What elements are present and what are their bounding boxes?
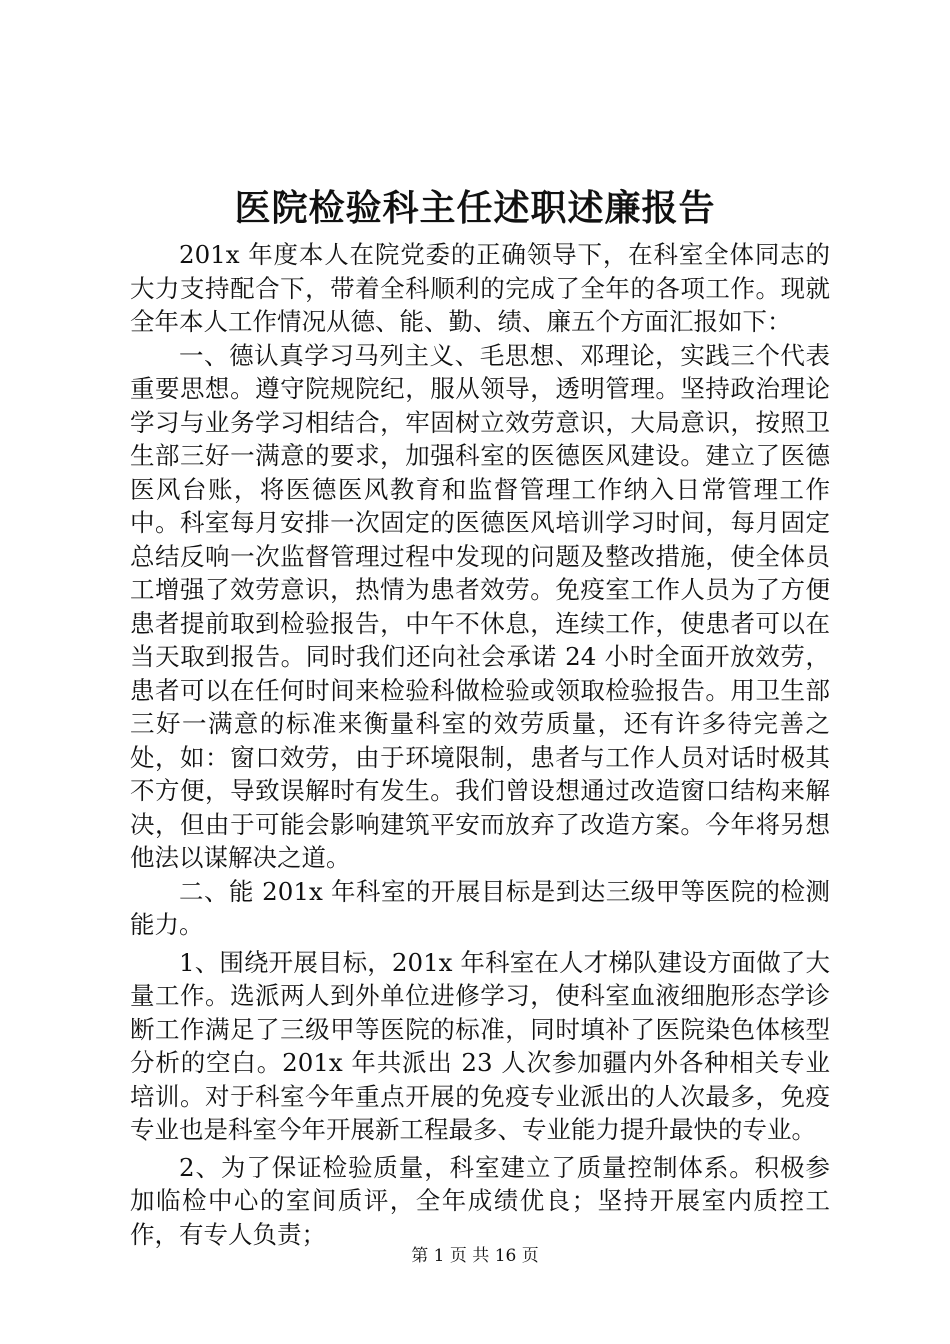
document-title: 医院检验科主任述职述廉报告 [234,187,716,229]
paragraph-de: 一、德认真学习马列主义、毛思想、邓理论，实践三个代表重要思想。遵守院规院纪，服从领导，透明管理。坚持政治理论学习与业务学习相结合，牢固树立效劳意识，大局意识，按照卫生部三好一满意的要求，加强科室的医德医风建设。建立了医德医风台账，将医德医风教育和监督管理工作纳入日常管理工作中。科室每月安排一次固定的医德医风培训学习时间，每月固定总结反响一次监督管理过程中发现的问题及整改措施，使全体员工增强了效劳意识，热情为患者效劳。免疫室工作人员为了方便患者提前取到检验报告，中午不休息，连续工作，使患者可以在当天取到报告。同时我们还向社会承诺 24 小时全面开放效劳，患者可以在任何时间来检验科做检验或领取检验报告。用卫生部三好一满意的标准来衡量科室的效劳质量，还有许多待完善之处，如：窗口效劳，由于环境限制，患者与工作人员对话时极其不方便，导致误解时有发生。我们曾设想通过改造窗口结构来解决，但由于可能会影响建筑平安而放弃了改造方案。今年将另想他法以谋解决之道。 [130,340,830,872]
paragraph-item-1: 1、围绕开展目标，201x 年科室在人才梯队建设方面做了大量工作。选派两人到外单位进修学习，使科室血液细胞形态学诊断工作满足了三级甲等医院的标准，同时填补了医院染色体核型分析的空白。201x 年共派出 23 人次参加疆内外各种相关专业培训。对于科室今年重点开展的免疫专业派出的人次最多，免疫专业也是科室今年开展新工程最多、专业能力提升最快的专业。 [130,947,830,1144]
document-body [130,238,830,1251]
paragraph-neng: 二、能 201x 年科室的开展目标是到达三级甲等医院的检测能力。 [130,876,830,939]
page-footer: 第 1 页 共 16 页 [411,1246,539,1266]
paragraph-item-2: 2、为了保证检验质量，科室建立了质量控制体系。积极参加临检中心的室间质评，全年成绩优良；坚持开展室内质控工作，有专人负责； [130,1152,830,1249]
paragraph-intro: 201x 年度本人在院党委的正确领导下，在科室全体同志的大力支持配合下，带着全科顺利的完成了全年的各项工作。现就全年本人工作情况从德、能、勤、绩、廉五个方面汇报如下： [130,240,830,336]
